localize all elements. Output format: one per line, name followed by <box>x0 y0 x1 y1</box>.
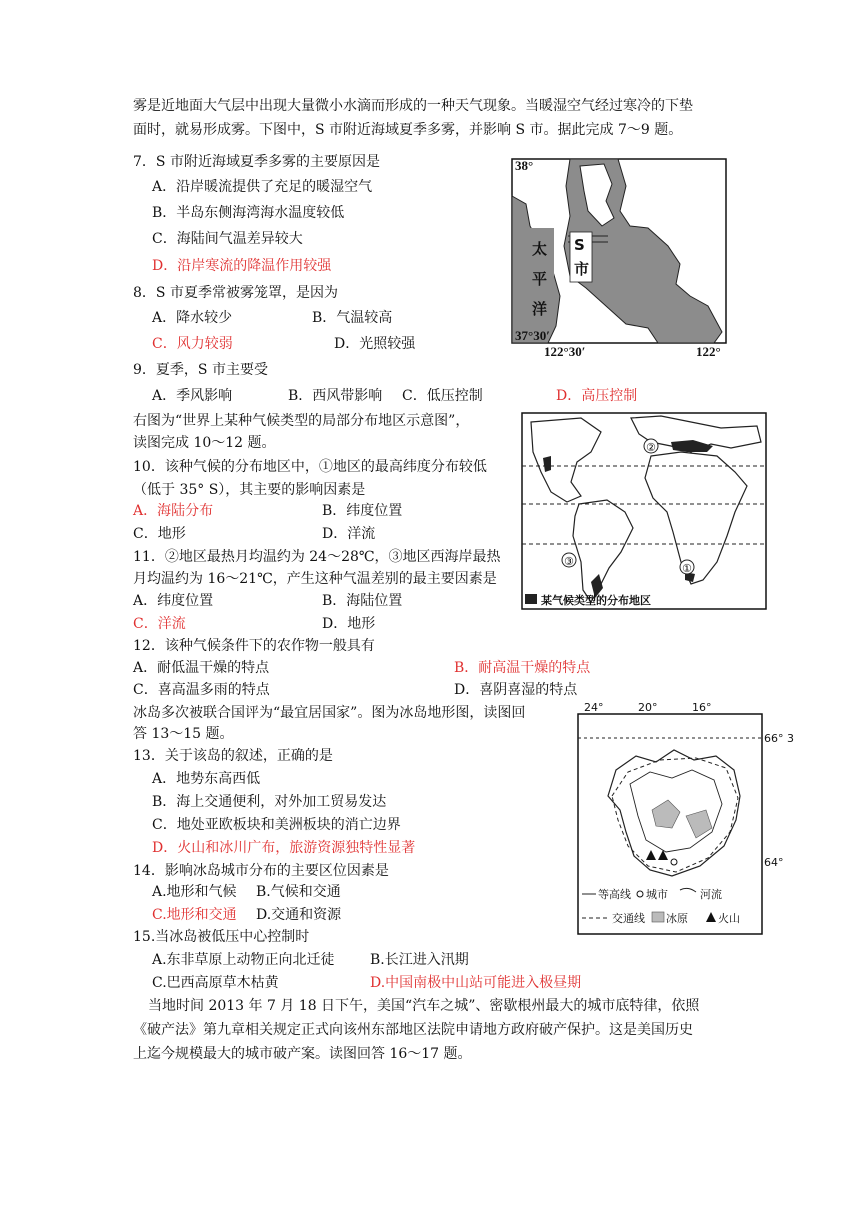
question-stem: 8．S 市夏季常被雾笼罩，是因为 <box>133 285 338 301</box>
city-label: S <box>574 236 585 254</box>
answer-option: C．风力较弱 <box>152 336 233 352</box>
question-stem: （低于 35° S），其主要的影响因素是 <box>133 482 366 498</box>
legend-glacier: 冰原 <box>666 912 688 925</box>
option: A.东非草原上动物正向北迁徒 <box>152 952 335 968</box>
lon-label: 122°30′ <box>544 344 586 359</box>
option: A．降水较少 <box>152 310 233 326</box>
option: C．海陆间气温差异较大 <box>152 231 303 247</box>
lat-label: 66° 3 <box>764 732 794 745</box>
option: D.交通和资源 <box>256 907 342 923</box>
option: D．洋流 <box>322 526 376 542</box>
option: B．气温较高 <box>312 310 393 326</box>
question-stem: 10．该种气候的分布地区中，①地区的最高纬度分布较低 <box>133 459 487 475</box>
option: A．耐低温干燥的特点 <box>133 660 270 676</box>
intro-paragraph: 右图为“世界上某种气候类型的局部分布地区示意图”， <box>133 413 470 429</box>
option: B.长江进入汛期 <box>370 952 469 968</box>
question-stem: 15.当冰岛被低压中心控制时 <box>133 929 310 945</box>
lon-label: 24° <box>584 701 604 714</box>
intro-paragraph: 冰岛多次被联合国评为“最宜居国家”。图为冰岛地形图，读图回 <box>133 705 526 721</box>
lon-label: 20° <box>638 701 658 714</box>
option: A.地形和气候 <box>152 884 237 900</box>
ocean-label: 平 <box>532 270 548 288</box>
option: B．西风带影响 <box>288 388 383 404</box>
answer-option: D．高压控制 <box>556 388 638 404</box>
answer-option: D.中国南极中山站可能进入极昼期 <box>370 975 582 991</box>
s-city-map <box>508 156 730 358</box>
intro-paragraph: 上迄今规模最大的城市破产案。读图回答 16～17 题。 <box>133 1046 472 1062</box>
option: C．地形 <box>133 526 186 542</box>
legend-volcano: 火山 <box>718 912 740 925</box>
marker-2: ② <box>646 441 656 454</box>
option: B．海上交通便利，对外加工贸易发达 <box>152 794 387 810</box>
question-stem: 11．②地区最热月均温约为 24～28℃，③地区西海岸最热 <box>133 549 501 565</box>
ocean-label: 太 <box>532 240 548 258</box>
answer-option: C．洋流 <box>133 616 186 632</box>
intro-paragraph: 雾是近地面大气层中出现大量微小水滴而形成的一种天气现象。当暖湿空气经过寒冷的下垫 <box>133 98 693 114</box>
option: C．喜高温多雨的特点 <box>133 682 270 698</box>
intro-paragraph: 当地时间 2013 年 7 月 18 日下午，美国“汽车之城”、密歇根州最大的城市底特律，依照 <box>148 998 700 1014</box>
map-legend: 某气候类型的分布地区 <box>541 594 651 607</box>
option: D．光照较强 <box>334 336 416 352</box>
climate-map <box>521 412 767 610</box>
marker-3: ③ <box>564 555 574 568</box>
city-label: 市 <box>574 260 590 278</box>
intro-paragraph: 《破产法》第九章相关规定正式向该州东部地区法院申请地方政府破产保护。这是美国历史 <box>133 1022 693 1038</box>
question-stem: 14．影响冰岛城市分布的主要区位因素是 <box>133 863 389 879</box>
option: A．沿岸暖流提供了充足的暖湿空气 <box>152 179 373 195</box>
intro-paragraph: 面时，就易形成雾。下图中，S 市附近海域夏季多雾，并影响 S 市。据此完成 7～9 题。 <box>133 122 683 138</box>
legend-road: 交通线 <box>612 912 645 925</box>
marker-1: ① <box>682 562 692 575</box>
option: C．地处亚欧板块和美洲板块的消亡边界 <box>152 817 401 833</box>
question-stem: 13．关于该岛的叙述，正确的是 <box>133 748 333 764</box>
answer-option: D．沿岸寒流的降温作用较强 <box>152 258 332 274</box>
answer-option: C.地形和交通 <box>152 907 237 923</box>
option: B．半岛东侧海湾海水温度较低 <box>152 205 345 221</box>
option: B.气候和交通 <box>256 884 341 900</box>
legend-contour: 等高线 <box>598 888 631 901</box>
question-stem: 9．夏季，S 市主要受 <box>133 362 268 378</box>
intro-paragraph: 答 13～15 题。 <box>133 726 234 742</box>
option: C.巴西高原草木枯黄 <box>152 975 279 991</box>
answer-option: D．火山和冰川广布，旅游资源独特性显著 <box>152 840 416 856</box>
option: B．纬度位置 <box>322 503 403 519</box>
iceland-map <box>576 700 794 938</box>
option: C．低压控制 <box>402 388 483 404</box>
legend-river: 河流 <box>700 888 722 901</box>
option: A．纬度位置 <box>133 593 214 609</box>
legend-city: 城市 <box>646 888 668 901</box>
lat-label: 37°30′ <box>515 328 550 343</box>
question-stem: 月均温约为 16～21℃，产生这种气温差别的最主要因素是 <box>133 571 497 587</box>
intro-paragraph: 读图完成 10～12 题。 <box>133 435 276 451</box>
answer-option: B．耐高温干燥的特点 <box>454 660 591 676</box>
option: A．季风影响 <box>152 388 233 404</box>
option: A．地势东高西低 <box>152 771 261 787</box>
lon-label: 122° <box>696 344 721 359</box>
lon-label: 16° <box>692 701 712 714</box>
option: B．海陆位置 <box>322 593 403 609</box>
question-stem: 7．S 市附近海域夏季多雾的主要原因是 <box>133 154 380 170</box>
ocean-label: 洋 <box>532 300 548 318</box>
lat-label: 64° <box>764 856 784 869</box>
lat-label: 38° <box>515 158 534 173</box>
option: D．喜阴喜湿的特点 <box>454 682 578 698</box>
answer-option: A．海陆分布 <box>133 503 214 519</box>
option: D．地形 <box>322 616 376 632</box>
question-stem: 12．该种气候条件下的农作物一般具有 <box>133 638 375 654</box>
